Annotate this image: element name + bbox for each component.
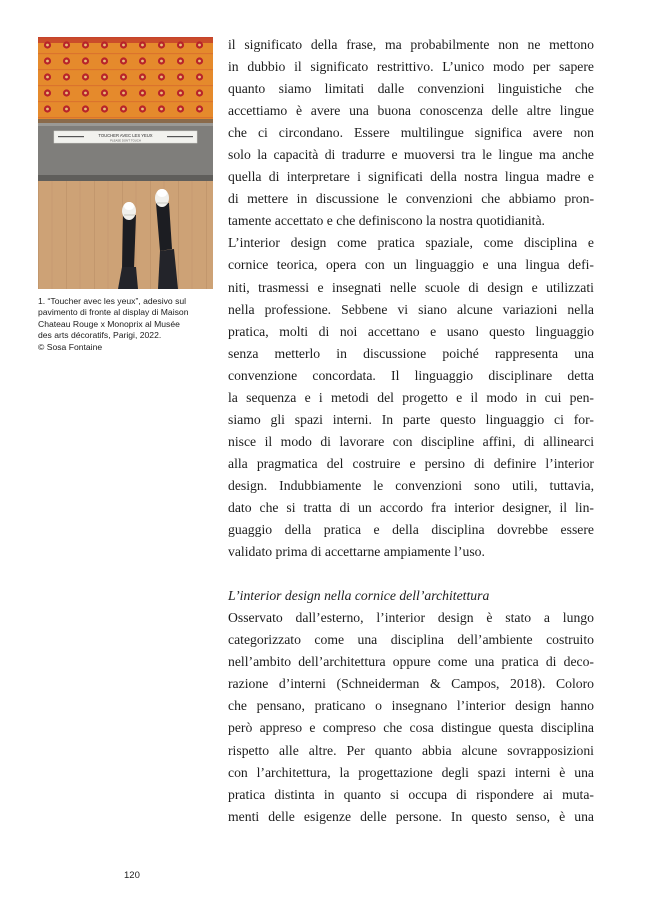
- text-line: dato che si tratta di un accordo fra interior designer, il lin-: [228, 499, 594, 515]
- text-line: però appreso e compreso che cosa distingue questa disciplina: [228, 720, 594, 736]
- text-line: in dubbio il significato restrittivo. L’unico modo per sapere: [228, 59, 594, 75]
- sticker-subtext: PLEASE DON'T TOUCH: [110, 138, 141, 143]
- paragraph-1: [228, 34, 594, 232]
- figure-caption: [38, 296, 220, 353]
- section-heading: L’interior design nella cornice dell’architettura: [228, 588, 490, 604]
- text-line: validato prima di accettarne ampiamente l’uso.: [228, 544, 485, 560]
- text-line: guaggio della pratica e della disciplina dovrebbe essere: [228, 522, 594, 538]
- text-line: il significato della frase, ma probabilmente non ne mettono: [228, 37, 594, 52]
- caption-credit: © Sosa Fontaine: [38, 341, 103, 352]
- text-line: design. Indubbiamente le convenzioni sono utili, tuttavia,: [228, 477, 594, 493]
- text-line: siamo gli spazi interni. In parte questo linguaggio ci for-: [228, 411, 594, 427]
- floor-photo-illustration: [38, 37, 213, 289]
- text-line: pratica, molti di noi accettano e usano questo linguaggio: [228, 323, 594, 339]
- caption-line: 1. “Toucher avec les yeux”, adesivo sul: [38, 296, 187, 306]
- text-line: rispetto alle altre. Per quanto abbia alcune sovrapposizioni: [228, 742, 594, 758]
- page-number: 120: [124, 870, 140, 881]
- sticker-text: TOUCHER AVEC LES YEUX: [98, 133, 153, 138]
- text-line: nisce il modo di lavorare con discipline affini, di allinearci: [228, 433, 594, 449]
- text-line: nella professione. Sebbene vi siano alcune variazioni nella: [228, 301, 594, 317]
- text-line: niti, trasmessi e insegnati nelle scuole di design e utilizzati: [228, 279, 594, 295]
- text-line: quella di interpretare i significati della nostra lingua madre e: [228, 169, 594, 185]
- text-line: la sequenza e i metodi del progetto e il modo in cui pen-: [228, 389, 594, 405]
- text-line: che pensano, praticano o insegnano l’interior design hanno: [228, 698, 594, 714]
- text-line: con l’architettura, la progettazione degli spazi interni è una: [228, 764, 594, 780]
- text-line: di mettere in discussione le convenzioni che abbiamo pron-: [228, 191, 594, 207]
- text-line: alla pragmatica del costruire e persino di definire l’interior: [228, 455, 594, 471]
- text-line: razione d’interni (Schneiderman & Campos, 2018). Coloro: [228, 676, 594, 692]
- paragraph-2: [228, 232, 594, 563]
- caption-line: Chateau Rouge x Monoprix al Musée: [38, 318, 180, 329]
- body-text-column: [228, 34, 594, 828]
- text-line: tamente accettato e che definiscono la nostra quotidianità.: [228, 213, 545, 229]
- text-line: nell’ambito dell’architettura oppure come una pratica di deco-: [228, 654, 594, 670]
- caption-line: des arts décoratifs, Parigi, 2022.: [38, 330, 162, 341]
- text-line: menti delle esigenze delle persone. In questo senso, è una: [228, 808, 594, 824]
- text-line: che ci circondano. Essere multilingue significa avere non: [228, 125, 594, 141]
- text-line: categorizzato come una disciplina dell’ambiente costruito: [228, 632, 594, 648]
- text-line: L’interior design come pratica spaziale, come disciplina e: [228, 235, 594, 251]
- text-line: convenzione concordata. Il linguaggio disciplinare detta: [228, 367, 594, 383]
- text-line: solo la capacità di tradurre e muoversi tra le lingue ma anche: [228, 147, 594, 163]
- text-line: quanto siamo limitati dalle convenzioni linguistiche che: [228, 81, 594, 97]
- text-line: pratica distinta in quanto si occupa di rispondere ai muta-: [228, 786, 594, 802]
- text-line: Osservato dall’esterno, l’interior design è stato a lungo: [228, 610, 594, 626]
- text-line: cornice teorica, opera con un linguaggio e una lingua defi-: [228, 257, 594, 273]
- figure-photo: [38, 37, 213, 289]
- text-line: accettiamo è avere una buona conoscenza delle altre lingue: [228, 103, 594, 119]
- text-line: senza metterlo in discussione poiché rappresenta una: [228, 345, 594, 361]
- caption-line: pavimento di fronte al display di Maison: [38, 307, 189, 318]
- paragraph-3: [228, 607, 594, 827]
